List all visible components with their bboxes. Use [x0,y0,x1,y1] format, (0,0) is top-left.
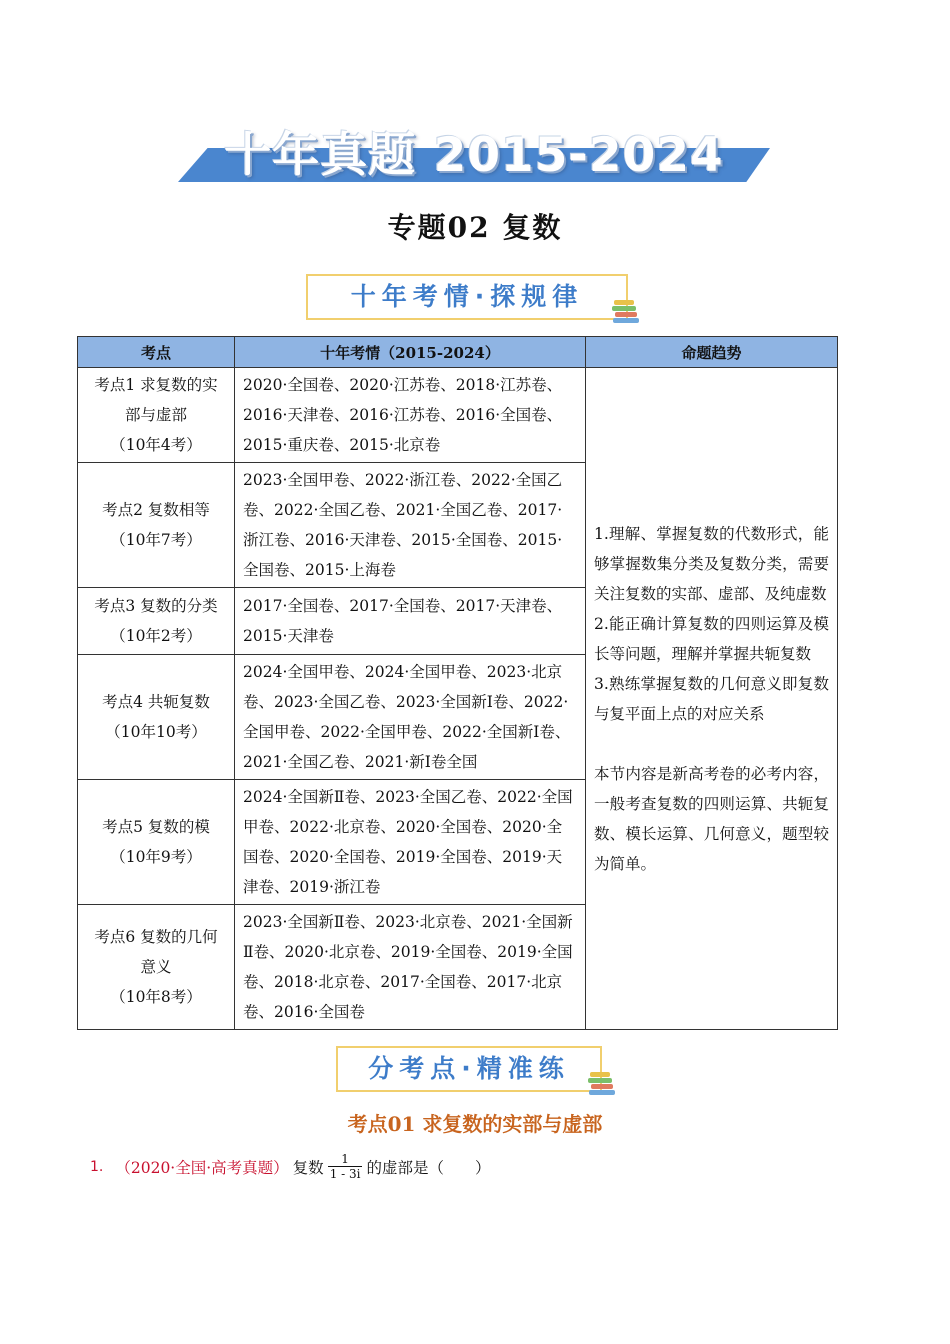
section-badge-practice: 分考点·精准练 [336,1046,602,1092]
fraction [328,1152,363,1181]
subsection-title: 考点01 求复数的实部与虚部 [347,1112,603,1136]
kaodian-cell: 考点2 复数相等 （10年7考） [78,463,235,588]
title-banner [178,118,770,184]
trend-cell [586,368,838,1030]
books-icon [588,1072,618,1096]
header-kaodian: 考点 [78,337,235,368]
trend-summary: 本节内容是新高考卷的必考内容，一般考查复数的四则运算、共轭复数、模长运算、几何意义，题型较为简单。 [594,764,829,873]
kaodian-cell: 考点3 复数的分类 （10年2考） [78,588,235,655]
section-badge-trend: 十年考情·探规律 [306,274,628,320]
question-number: 1. [90,1158,104,1175]
fraction-denominator: 1 - 3i [329,1167,361,1181]
years-cell: 2024·全国新Ⅱ卷、2023·全国乙卷、2022·全国甲卷、2022·北京卷、2020·全国卷、2020·全国卷、2020·全国卷、2019·全国卷、2019·天津卷、2019·浙江卷 [235,780,586,905]
trend-point-3: 3.熟练掌握复数的几何意义即复数与复平面上点的对应关系 [594,674,829,723]
years-cell: 2017·全国卷、2017·全国卷、2017·天津卷、2015·天津卷 [235,588,586,655]
years-cell: 2023·全国甲卷、2022·浙江卷、2022·全国乙卷、2022·全国乙卷、2021·全国乙卷、2017·浙江卷、2016·天津卷、2015·全国卷、2015·全国卷、2015·上海卷 [235,463,586,588]
years-cell: 2024·全国甲卷、2024·全国甲卷、2023·北京卷、2023·全国乙卷、2023·全国新Ⅰ卷、2022·全国甲卷、2022·全国甲卷、2022·全国新Ⅰ卷、2021·全国乙卷、2021·新Ⅰ卷全国 [235,655,586,780]
question-text-before: 复数 [292,1158,324,1177]
kaodian-cell: 考点6 复数的几何 意义 （10年8考） [78,905,235,1030]
exam-analysis-table [77,336,838,1030]
document-title: 专题02 复数 [387,211,563,244]
question-text-after: 的虚部是（ ） [366,1158,491,1177]
books-icon [612,300,642,324]
fraction-numerator: 1 [341,1152,349,1166]
trend-point-1: 1.理解、掌握复数的代数形式，能够掌握数集分类及复数分类，需要关注复数的实部、虚部、及纯虚数 [594,524,829,603]
kaodian-cell: 考点1 求复数的实 部与虚部 （10年4考） [78,368,235,463]
kaodian-cell: 考点5 复数的模 （10年9考） [78,780,235,905]
header-shinian: 十年考情（2015-2024） [235,337,586,368]
header-trend: 命题趋势 [586,337,838,368]
table-row [78,368,838,463]
table-header-row [78,337,838,368]
banner-text: 十年真题 2015-2024 [224,128,724,183]
trend-point-2: 2.能正确计算复数的四则运算及模长等问题，理解并掌握共轭复数 [594,614,829,663]
years-cell: 2023·全国新Ⅱ卷、2023·北京卷、2021·全国新Ⅱ卷、2020·北京卷、2019·全国卷、2019·全国卷、2018·北京卷、2017·全国卷、2017·北京卷、2016·全国卷 [235,905,586,1030]
question-source: （2020·全国·高考真题） [115,1158,289,1177]
kaodian-cell: 考点4 共轭复数 （10年10考） [78,655,235,780]
question-1 [90,1152,491,1181]
years-cell: 2020·全国卷、2020·江苏卷、2018·江苏卷、2016·天津卷、2016·江苏卷、2016·全国卷、2015·重庆卷、2015·北京卷 [235,368,586,463]
